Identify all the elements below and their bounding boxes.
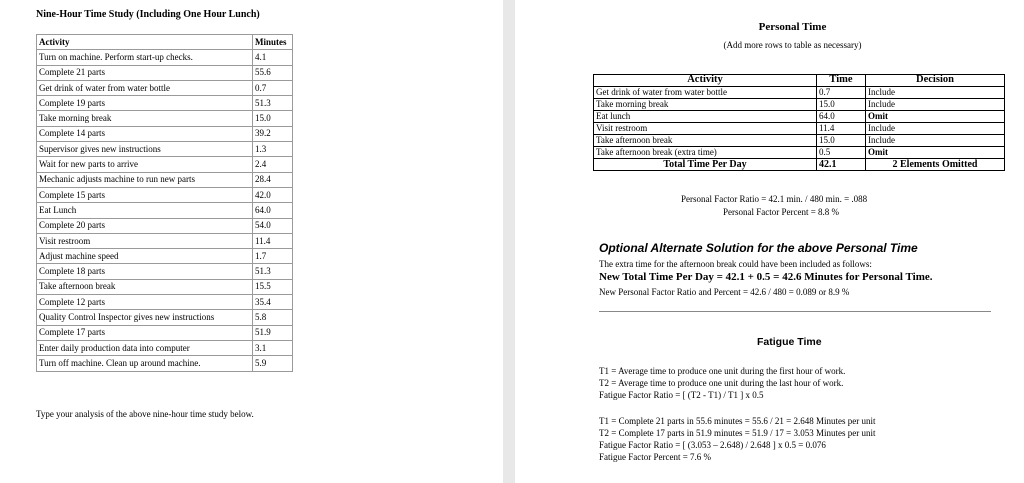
fatigue-calculation-line: T2 = Complete 17 parts in 51.9 minutes = 51.9 / 17 = 3.053 Minutes per unit bbox=[599, 428, 876, 438]
table-row bbox=[37, 356, 293, 371]
table-row bbox=[37, 126, 293, 141]
pt-decision-cell: Include bbox=[866, 87, 1005, 99]
minutes-cell: 5.9 bbox=[253, 356, 293, 371]
fatigue-calculation-line: Fatigue Factor Percent = 7.6 % bbox=[599, 452, 712, 462]
activity-cell: Quality Control Inspector gives new instructions bbox=[37, 310, 253, 325]
pt-time-cell: 0.7 bbox=[817, 87, 866, 99]
minutes-cell: 28.4 bbox=[253, 172, 293, 187]
pt-time-cell: 64.0 bbox=[817, 111, 866, 123]
activity-cell: Adjust machine speed bbox=[37, 249, 253, 264]
optional-solution-line-1: The extra time for the afternoon break could have been included as follows: bbox=[599, 259, 872, 269]
pt-row bbox=[594, 147, 1005, 159]
minutes-cell: 39.2 bbox=[253, 126, 293, 141]
minutes-cell: 15.0 bbox=[253, 111, 293, 126]
pt-decision-cell: Omit bbox=[866, 111, 1005, 123]
activity-cell: Complete 17 parts bbox=[37, 325, 253, 340]
personal-time-table bbox=[593, 74, 1005, 171]
minutes-cell: 2.4 bbox=[253, 157, 293, 172]
activity-cell: Eat Lunch bbox=[37, 203, 253, 218]
activity-cell: Complete 15 parts bbox=[37, 187, 253, 202]
table-row bbox=[37, 264, 293, 279]
activity-cell: Turn off machine. Clean up around machine. bbox=[37, 356, 253, 371]
pt-time-cell: 0.5 bbox=[817, 147, 866, 159]
activity-cell: Complete 21 parts bbox=[37, 65, 253, 80]
pt-row bbox=[594, 99, 1005, 111]
table-row bbox=[37, 187, 293, 202]
activity-cell: Complete 20 parts bbox=[37, 218, 253, 233]
pt-activity-cell: Eat lunch bbox=[594, 111, 817, 123]
table-row bbox=[37, 340, 293, 355]
table-row bbox=[37, 295, 293, 310]
table-row bbox=[37, 218, 293, 233]
activity-cell: Visit restroom bbox=[37, 233, 253, 248]
table-row bbox=[37, 157, 293, 172]
pt-activity-cell: Visit restroom bbox=[594, 123, 817, 135]
personal-factor-percent: Personal Factor Percent = 8.8 % bbox=[723, 207, 840, 217]
activity-header: Activity bbox=[37, 35, 253, 50]
minutes-cell: 4.1 bbox=[253, 50, 293, 65]
activity-cell: Turn on machine. Perform start-up checks. bbox=[37, 50, 253, 65]
pt-time-header: Time bbox=[817, 75, 866, 87]
optional-solution-line-3: New Personal Factor Ratio and Percent = 42.6 / 480 = 0.089 or 8.9 % bbox=[599, 287, 850, 297]
activity-cell: Mechanic adjusts machine to run new parts bbox=[37, 172, 253, 187]
pt-time-cell: 15.0 bbox=[817, 135, 866, 147]
fatigue-definition-line: T2 = Average time to produce one unit during the last hour of work. bbox=[599, 378, 844, 388]
fatigue-definition-line: Fatigue Factor Ratio = [ (T2 - T1) / T1 ] x 0.5 bbox=[599, 390, 764, 400]
activity-cell: Supervisor gives new instructions bbox=[37, 142, 253, 157]
pt-row bbox=[594, 135, 1005, 147]
activity-cell: Get drink of water from water bottle bbox=[37, 80, 253, 95]
minutes-cell: 15.5 bbox=[253, 279, 293, 294]
table-row bbox=[37, 325, 293, 340]
personal-factor-ratio: Personal Factor Ratio = 42.1 min. / 480 min. = .088 bbox=[681, 194, 868, 204]
activity-cell: Take afternoon break bbox=[37, 279, 253, 294]
fatigue-time-heading: Fatigue Time bbox=[757, 336, 822, 348]
minutes-cell: 51.3 bbox=[253, 264, 293, 279]
pt-time-cell: 11.4 bbox=[817, 123, 866, 135]
time-study-table bbox=[36, 34, 293, 372]
personal-time-subtitle: (Add more rows to table as necessary) bbox=[723, 40, 862, 50]
pt-decision-cell: Include bbox=[866, 99, 1005, 111]
table-row bbox=[37, 65, 293, 80]
fatigue-definition-line: T1 = Average time to produce one unit during the first hour of work. bbox=[599, 366, 846, 376]
table-row bbox=[37, 50, 293, 65]
minutes-cell: 11.4 bbox=[253, 233, 293, 248]
pt-decision-cell: Omit bbox=[866, 147, 1005, 159]
section-divider bbox=[599, 311, 991, 312]
left-page bbox=[0, 0, 503, 483]
minutes-cell: 55.6 bbox=[253, 65, 293, 80]
minutes-cell: 51.3 bbox=[253, 96, 293, 111]
minutes-cell: 54.0 bbox=[253, 218, 293, 233]
pt-time-cell: 15.0 bbox=[817, 99, 866, 111]
pt-activity-cell: Take afternoon break (extra time) bbox=[594, 147, 817, 159]
activity-cell: Complete 12 parts bbox=[37, 295, 253, 310]
analysis-prompt: Type your analysis of the above nine-hour time study below. bbox=[36, 409, 254, 419]
table-row bbox=[37, 96, 293, 111]
activity-cell: Complete 19 parts bbox=[37, 96, 253, 111]
pt-row bbox=[594, 123, 1005, 135]
pt-total-label: Total Time Per Day bbox=[594, 159, 817, 171]
pt-activity-cell: Get drink of water from water bottle bbox=[594, 87, 817, 99]
table-row bbox=[37, 80, 293, 95]
table-row bbox=[37, 279, 293, 294]
table-row bbox=[37, 142, 293, 157]
table-row bbox=[37, 203, 293, 218]
table-row bbox=[37, 310, 293, 325]
table-row bbox=[37, 233, 293, 248]
fatigue-calculation-line: Fatigue Factor Ratio = [ (3.053 – 2.648) / 2.648 ] x 0.5 = 0.076 bbox=[599, 440, 826, 450]
table-row bbox=[37, 111, 293, 126]
pt-total-row bbox=[594, 159, 1005, 171]
activity-cell: Complete 14 parts bbox=[37, 126, 253, 141]
pt-activity-header: Activity bbox=[594, 75, 817, 87]
pt-total-time: 42.1 bbox=[817, 159, 866, 171]
time-study-title: Nine-Hour Time Study (Including One Hour Lunch) bbox=[36, 9, 260, 20]
fatigue-calculation-line: T1 = Complete 21 parts in 55.6 minutes = 55.6 / 21 = 2.648 Minutes per unit bbox=[599, 416, 876, 426]
minutes-header: Minutes bbox=[253, 35, 293, 50]
activity-cell: Wait for new parts to arrive bbox=[37, 157, 253, 172]
pt-row bbox=[594, 111, 1005, 123]
minutes-cell: 51.9 bbox=[253, 325, 293, 340]
activity-cell: Take morning break bbox=[37, 111, 253, 126]
pt-decision-cell: Include bbox=[866, 135, 1005, 147]
minutes-cell: 5.8 bbox=[253, 310, 293, 325]
pt-header-row bbox=[594, 75, 1005, 87]
table-row bbox=[37, 249, 293, 264]
pt-activity-cell: Take afternoon break bbox=[594, 135, 817, 147]
table-row bbox=[37, 172, 293, 187]
pt-row bbox=[594, 87, 1005, 99]
pt-total-decision: 2 Elements Omitted bbox=[866, 159, 1005, 171]
table-header-row bbox=[37, 35, 293, 50]
activity-cell: Enter daily production data into computer bbox=[37, 340, 253, 355]
minutes-cell: 42.0 bbox=[253, 187, 293, 202]
optional-solution-heading: Optional Alternate Solution for the above Personal Time bbox=[599, 241, 918, 255]
pt-decision-cell: Include bbox=[866, 123, 1005, 135]
personal-time-title: Personal Time bbox=[758, 21, 827, 33]
pt-decision-header: Decision bbox=[866, 75, 1005, 87]
right-page bbox=[515, 0, 1024, 483]
minutes-cell: 64.0 bbox=[253, 203, 293, 218]
pt-activity-cell: Take morning break bbox=[594, 99, 817, 111]
minutes-cell: 1.7 bbox=[253, 249, 293, 264]
minutes-cell: 1.3 bbox=[253, 142, 293, 157]
minutes-cell: 0.7 bbox=[253, 80, 293, 95]
optional-solution-line-2: New Total Time Per Day = 42.1 + 0.5 = 42.6 Minutes for Personal Time. bbox=[599, 271, 933, 283]
minutes-cell: 3.1 bbox=[253, 340, 293, 355]
activity-cell: Complete 18 parts bbox=[37, 264, 253, 279]
minutes-cell: 35.4 bbox=[253, 295, 293, 310]
